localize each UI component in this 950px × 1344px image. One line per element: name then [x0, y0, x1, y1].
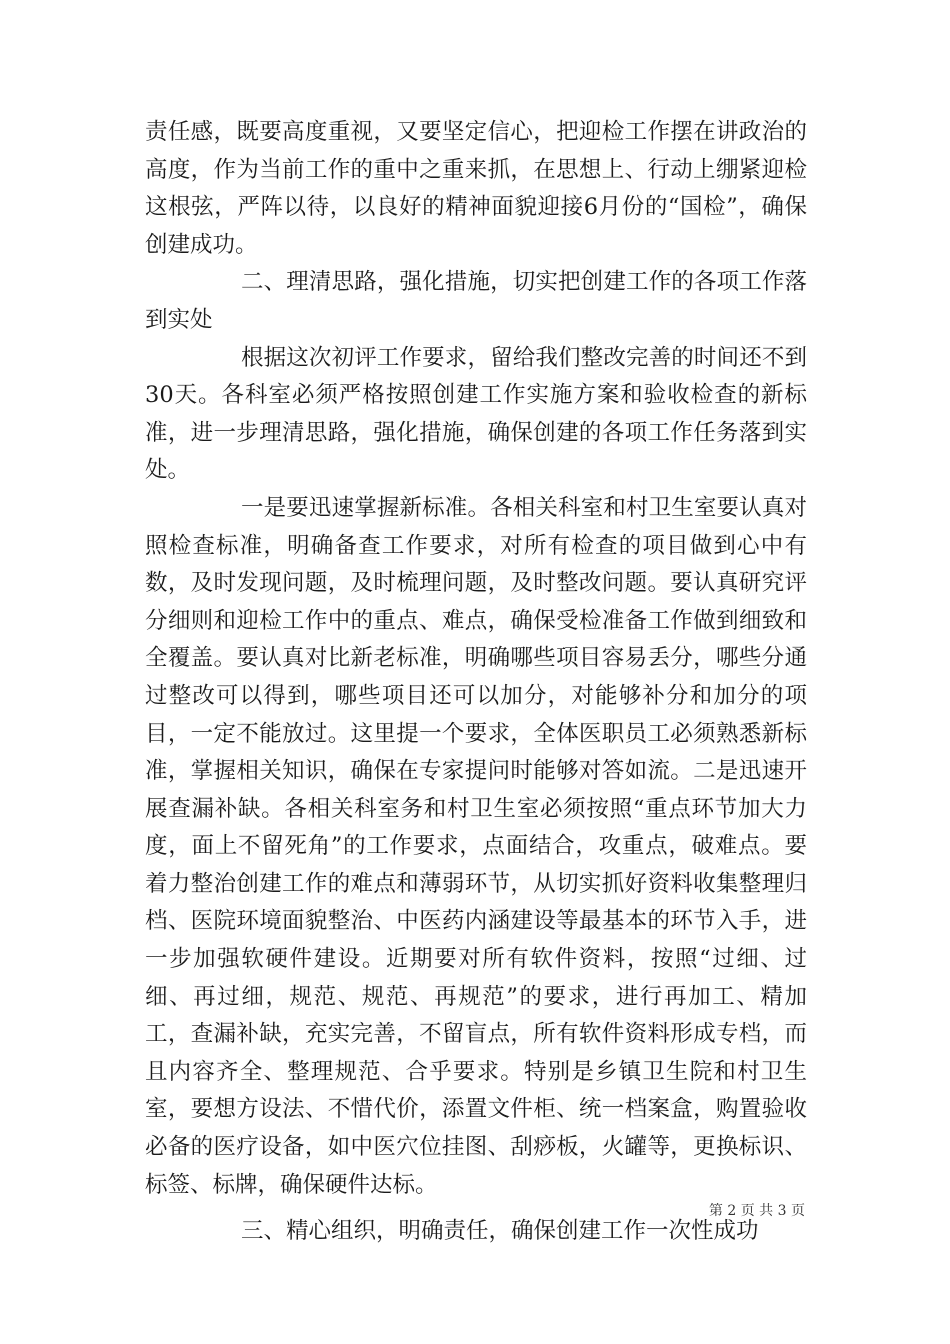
section-heading-2: 二、理清思路，强化措施，切实把创建工作的各项工作落到实处 — [145, 269, 807, 333]
paragraph-continuation: 责任感，既要高度重视，又要坚定信心，把迎检工作摆在讲政治的高度，作为当前工作的重中之重来抓，在思想上、行动上绷紧迎检这根弦，严阵以待，以良好的精神面貌迎接6月份的“国检”，确保创建成功。 — [145, 119, 807, 258]
section-heading-3: 三、精心组织，明确责任，确保创建工作一次性成功 — [241, 1218, 759, 1245]
document-body — [145, 114, 807, 1251]
paragraph-intro: 根据这次初评工作要求，留给我们整改完善的时间还不到30天。各科室必须严格按照创建工作实施方案和验收检查的新标准，进一步理清思路，强化措施，确保创建的各项工作任务落到实处。 — [145, 344, 807, 484]
page-number-footer: 第 2 页 共 3 页 — [708, 1203, 805, 1219]
paragraph-measures: 一是要迅速掌握新标准。各相关科室和村卫生室要认真对照检查标准，明确备查工作要求，对所有检查的项目做到心中有数，及时发现问题，及时梳理问题，及时整改问题。要认真研究评分细则和迎检工作中的重点、难点，确保受检准备工作做到细致和全覆盖。要认真对比新老标准，明确哪些项目容易丢分，哪些分通过整改可以得到，哪些项目还可以加分，对能够补分和加分的项目，一定不能放过。这里提一个要求，全体医职员工必须熟悉新标准，掌握相关知识，确保在专家提问时能够对答如流。二是迅速开展查漏补缺。各相关科室务和村卫生室必须按照“重点环节加大力度，面上不留死角”的工作要求，点面结合，攻重点，破难点。要着力整治创建工作的难点和薄弱环节，从切实抓好资料收集整理归档、医院环境面貌整治、中医药内涵建设等最基本的环节入手，进一步加强软硬件建设。近期要对所有软件资料，按照“过细、过细、再过细，规范、规范、再规范”的要求，进行再加工、精加工，查漏补缺，充实完善，不留盲点，所有软件资料形成专档，而且内容齐全、整理规范、合乎要求。特别是乡镇卫生院和村卫生室，要想方设法、不惜代价，添置文件柜、统一档案盒，购置验收必备的医疗设备，如中医穴位挂图、刮痧板，火罐等，更换标识、标签、标牌，确保硬件达标。 — [145, 494, 807, 1198]
